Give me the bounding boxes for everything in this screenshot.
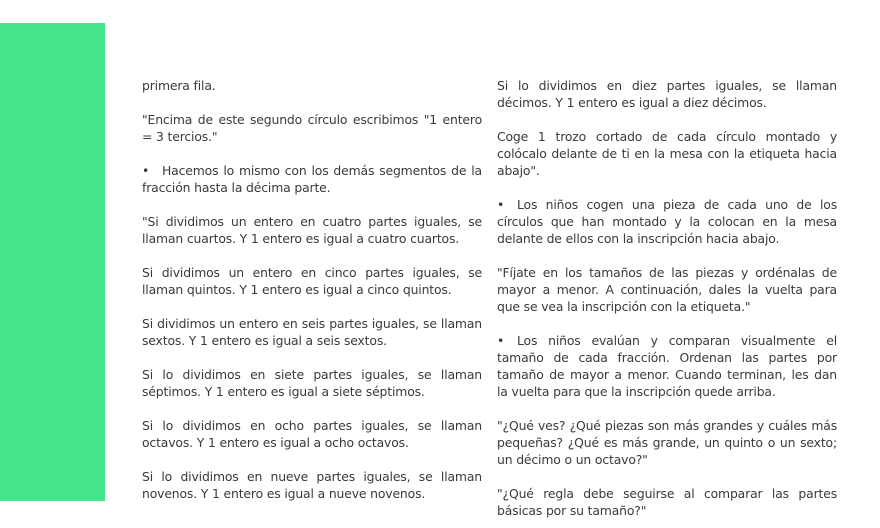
paragraph: Si lo dividimos en siete partes iguales, se llaman séptimos. Y 1 entero es igual a siete séptimos. xyxy=(142,367,482,399)
paragraph: Si lo dividimos en ocho partes iguales, se llaman octavos. Y 1 entero es igual a ocho octavos. xyxy=(142,418,482,450)
bullet-icon: • xyxy=(497,333,505,348)
paragraph: Si dividimos un entero en seis partes iguales, se llaman sextos. Y 1 entero es igual a seis sextos. xyxy=(142,316,482,348)
green-side-bar xyxy=(0,23,105,501)
bullet-icon: • xyxy=(497,197,505,212)
bullet-paragraph xyxy=(497,196,837,247)
paragraph: Coge 1 trozo cortado de cada círculo montado y colócalo delante de ti en la mesa con la etiqueta hacia abajo". xyxy=(497,129,837,178)
paragraph: "¿Qué regla debe seguirse al comparar las partes básicas por su tamaño?" xyxy=(497,486,837,518)
paragraph: "Encima de este segundo círculo escribimos "1 entero = 3 tercios." xyxy=(142,112,482,144)
paragraph: Si lo dividimos en nueve partes iguales, se llaman novenos. Y 1 entero es igual a nueve novenos. xyxy=(142,469,482,501)
paragraph: "Fíjate en los tamaños de las piezas y ordénalas de mayor a menor. A continuación, dales la vuelta para que se vea la inscripción con la etiqueta." xyxy=(497,265,837,314)
bullet-text: Los niños cogen una pieza de cada uno de los círculos que han montado y la colocan en la mesa delante de ellos con la inscripción hacia abajo. xyxy=(497,197,837,246)
paragraph: primera fila. xyxy=(142,78,216,93)
bullet-text: Los niños evalúan y comparan visualmente el tamaño de cada fracción. Ordenan las partes por tamaño de mayor a menor. Cuando terminan, les dan la vuelta para que la inscripción quede arriba. xyxy=(497,333,837,399)
left-text-column xyxy=(142,77,482,519)
paragraph: "¿Qué ves? ¿Qué piezas son más grandes y cuáles más pequeñas? ¿Qué es más grande, un quinto o un sexto; un décimo o un octavo?" xyxy=(497,418,837,467)
right-text-column xyxy=(497,77,837,528)
paragraph: "Si dividimos un entero en cuatro partes iguales, se llaman cuartos. Y 1 entero es igual a cuatro cuartos. xyxy=(142,214,482,246)
bullet-paragraph xyxy=(497,332,837,400)
paragraph: Si lo dividimos en diez partes iguales, se llaman décimos. Y 1 entero es igual a diez décimos. xyxy=(497,78,837,110)
bullet-paragraph xyxy=(142,162,482,196)
bullet-text: Hacemos lo mismo con los demás segmentos de la fracción hasta la décima parte. xyxy=(142,163,482,195)
bullet-icon: • xyxy=(142,163,150,178)
paragraph: Si dividimos un entero en cinco partes iguales, se llaman quintos. Y 1 entero es igual a cinco quintos. xyxy=(142,265,482,297)
